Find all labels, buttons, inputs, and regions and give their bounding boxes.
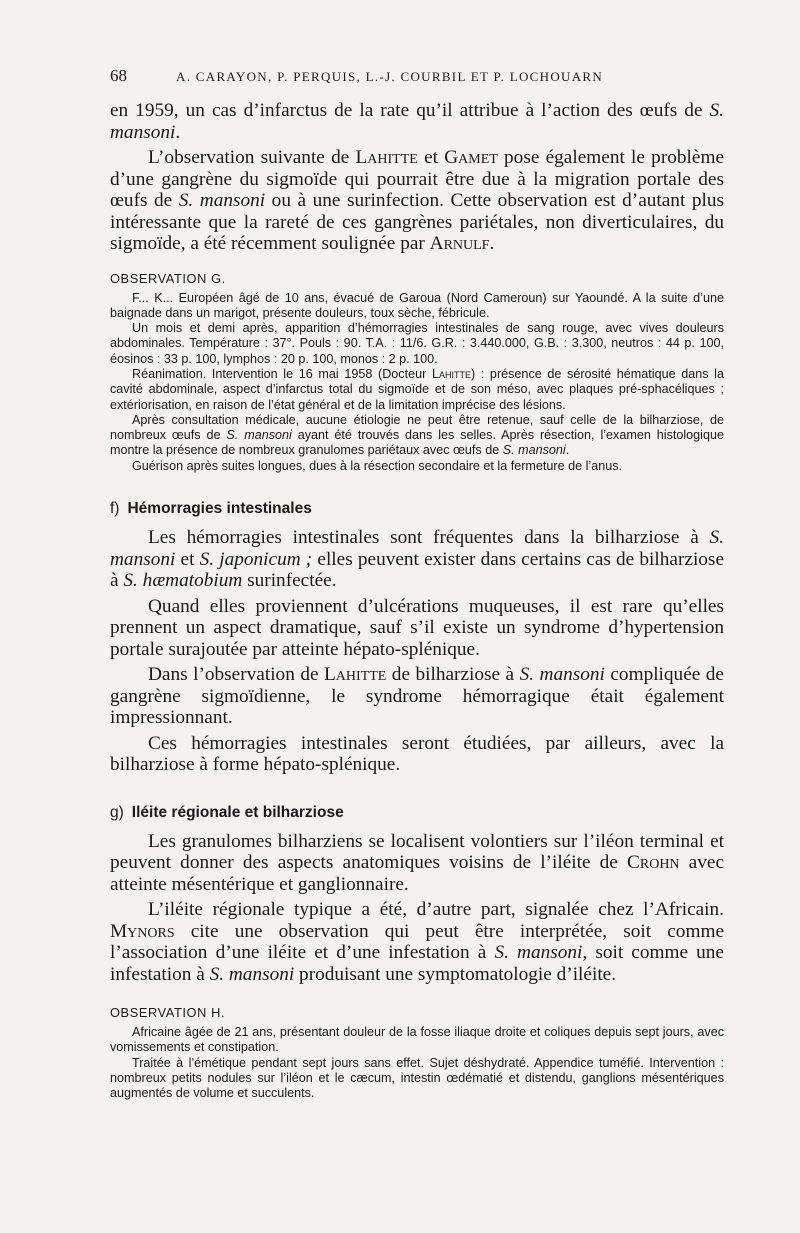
- intro-text: [110, 100, 724, 255]
- observation-g-heading: OBSERVATION G.: [110, 270, 226, 286]
- section-f-p2: Quand elles proviennent d’ulcérations muqueuses, il est rare qu’elles prennent un aspect dramatique, sauf s’il existe un syndrome d’hypertension portale surajoutée par atteinte hépato-splénique.: [110, 595, 724, 660]
- section-f-p3: Dans l’observation de Lahitte de bilharziose à S. mansoni compliquée de gangrène sigmoïdienne, le syndrome hémorragique était également impressionnant.: [110, 664, 724, 729]
- section-f-body: [110, 527, 724, 776]
- page-number: 68: [110, 66, 127, 85]
- observation-h-p2: Traitée à l’émétique pendant sept jours sans effet. Sujet déshydraté. Appendice tuméfié. Intervention : nombreux petits nodules sur l’iléon et le cæcum, intestin œdématié et distendu, ganglions mésentériques augmentés de volume et succulents.: [110, 1055, 724, 1101]
- section-f-p1: Les hémorragies intestinales sont fréquentes dans la bilharziose à S. mansoni et S. japonicum ; elles peuvent exister dans certains cas de bilharziose à S. hæmatobium surinfectée.: [110, 527, 724, 592]
- observation-g-p4: Après consultation médicale, aucune étiologie ne peut être retenue, sauf celle de la bilharziose, de nombreux œufs de S. mansoni ayant été trouvés dans les selles. Après résection, l’examen histologique montre la présence de nombreux granulomes pariétaux avec œufs de S. mansoni.: [110, 412, 724, 458]
- section-f-heading: f) Hémorragies intestinales: [110, 500, 312, 518]
- observation-g-p1: F... K... Européen âgé de 10 ans, évacué de Garoua (Nord Cameroun) sur Yaoundé. A la suite d’une baignade dans un marigot, présente douleurs, toux sèche, fébricule.: [110, 290, 724, 320]
- section-g-body: [110, 831, 724, 986]
- section-f-p4: Ces hémorragies intestinales seront étudiées, par ailleurs, avec la bilharziose à forme hépato-splénique.: [110, 732, 724, 776]
- intro-paragraph-2: L’observation suivante de Lahitte et Gamet pose également le problème d’une gangrène du sigmoïde qui pourrait être due à la migration portale des œufs de S. mansoni ou à une surinfection. Cette observation est d’autant plus intéressante que la rareté de ces gangrènes pariétales, non diverticulaires, du sigmoïde, a été récemment soulignée par Arnulf.: [110, 147, 725, 254]
- section-g-p1: Les granulomes bilharziens se localisent volontiers sur l’iléon terminal et peuvent donner des aspects anatomiques voisins de l’iléite de Crohn avec atteinte mésentérique et ganglionnaire.: [110, 830, 724, 895]
- page-header: [110, 62, 724, 92]
- observation-h-body: [110, 1025, 724, 1101]
- observation-g-body: [110, 291, 724, 475]
- observation-g-p2: Un mois et demi après, apparition d’hémorragies intestinales de sang rouge, avec vives douleurs abdominales. Température : 37°. Pouls : 90. T.A. : 11/6. G.R. : 3.440.000, G.B. : 3.300, neutros : 44 p. 100, éosinos : 33 p. 100, lymphos : 20 p. 100, monos : 2 p. 100.: [110, 321, 724, 366]
- page: [110, 62, 724, 1102]
- section-g-p2: L’iléite régionale typique a été, d’autre part, signalée chez l’Africain. Mynors cite une observation qui peut être interprétée, soit comme l’association d’une iléite et d’une infestation à S. mansoni, soit comme une infestation à S. mansoni produisant une symptomatologie d’iléite.: [110, 899, 724, 985]
- section-g-heading: g) Iléite régionale et bilharziose: [110, 803, 344, 821]
- observation-h-p1: Africaine âgée de 21 ans, présentant douleur de la fosse iliaque droite et coliques depuis sept jours, avec vomissements et constipation.: [110, 1025, 724, 1055]
- observation-h-heading: OBSERVATION H.: [110, 1005, 226, 1021]
- observation-g-p3: Réanimation. Intervention le 16 mai 1958 (Docteur Lahitte) : présence de sérosité hématique dans la cavité abdominale, aspect d’infarctus total du sigmoïde et de son méso, avec plaques pré-sphacéliques ; extériorisation, en raison de l’état général et de la limitation imprécise des lésions.: [110, 366, 724, 412]
- running-head: A. CARAYON, P. PERQUIS, L.-J. COURBIL ET P. LOCHOUARN: [176, 69, 604, 84]
- intro-paragraph-1: en 1959, un cas d’infarctus de la rate qu’il attribue à l’action des œufs de S. mansoni.: [110, 100, 724, 143]
- observation-g-p5: Guérison après suites longues, dues à la résection secondaire et la fermeture de l’anus.: [132, 458, 623, 473]
